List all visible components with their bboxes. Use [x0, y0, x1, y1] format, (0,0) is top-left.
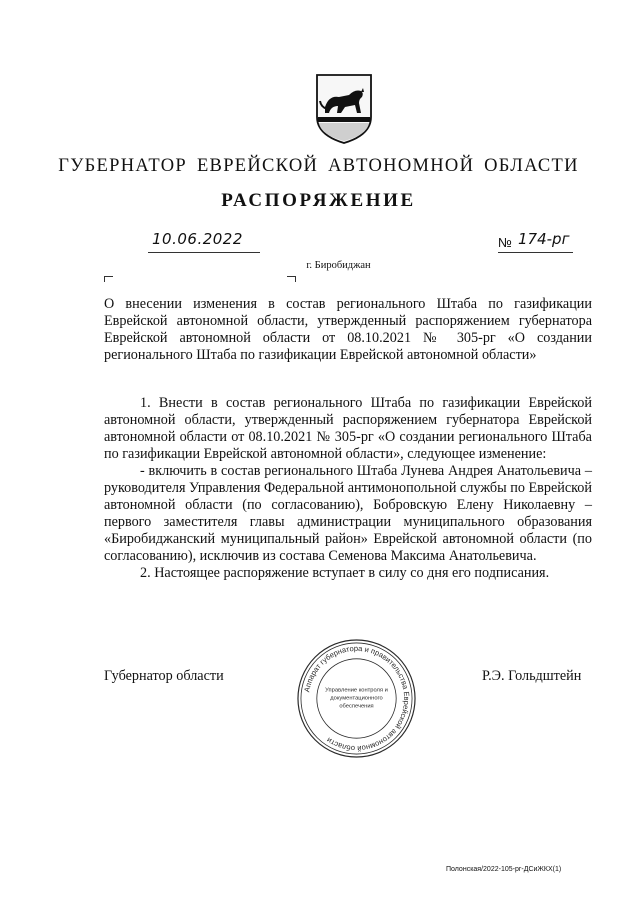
document-subject: О внесении изменения в состав регионального Штаба по газификации Еврейской автономной области, утвержденный распоряжением губернатора Еврейской автономной области от 08.10.2021 № 305-рг «О создании регионального Штаба по газификации Еврейской автономной области» [104, 296, 592, 363]
document-body [104, 395, 592, 582]
seal-inner-line-1: Управление контроля и [325, 687, 388, 694]
seal-inner-line-2: документационного [330, 695, 383, 702]
official-seal-stamp [295, 637, 418, 760]
coat-of-arms-tiger-icon [315, 73, 373, 145]
seal-outer-text: Аппарат губернатора и правительства Еврейской автономной области [302, 643, 412, 754]
signer-name: Р.Э. Гольдштейн [482, 668, 582, 684]
corner-mark-right [287, 276, 296, 282]
document-date: 10.06.2022 [152, 230, 243, 248]
footer-reference: Полонская/2022-105-рг-ДСиЖКХ(1) [446, 866, 562, 873]
document-number: 174-рг [518, 230, 570, 248]
body-paragraph-1: 1. Внести в состав регионального Штаба по газификации Еврейской автономной области, утвержденный распоряжением губернатора Еврейской автономной области от 08.10.2021 № 305-рг «О создании регионального Штаба по газификации Еврейской автономной области», следующее изменение: [104, 395, 592, 462]
header-title: ГУБЕРНАТОР ЕВРЕЙСКОЙ АВТОНОМНОЙ ОБЛАСТИ [58, 156, 579, 176]
document-type: РАСПОРЯЖЕНИЕ [221, 190, 416, 211]
signer-title: Губернатор области [104, 668, 224, 684]
seal-inner-line-3: обеспечения [339, 703, 374, 710]
body-paragraph-3: 2. Настоящее распоряжение вступает в силу со дня его подписания. [140, 565, 550, 581]
body-paragraph-2: - включить в состав регионального Штаба Лунева Андрея Анатольевича – руководителя Управления Федеральной антимонопольной службы по Еврейской автономной области (по согласованию), Бобровскую Елену Николаевну – первого заместителя главы администрации муниципального образования «Биробиджанский муниципальный район» Еврейской автономной области (по согласованию), исключив из состава Семенова Максима Анатольевича. [104, 463, 592, 564]
date-field [148, 230, 260, 253]
number-field [498, 230, 573, 253]
number-sign: № [498, 235, 512, 250]
corner-mark-left [104, 276, 113, 282]
city-label: г. Биробиджан [306, 260, 371, 271]
